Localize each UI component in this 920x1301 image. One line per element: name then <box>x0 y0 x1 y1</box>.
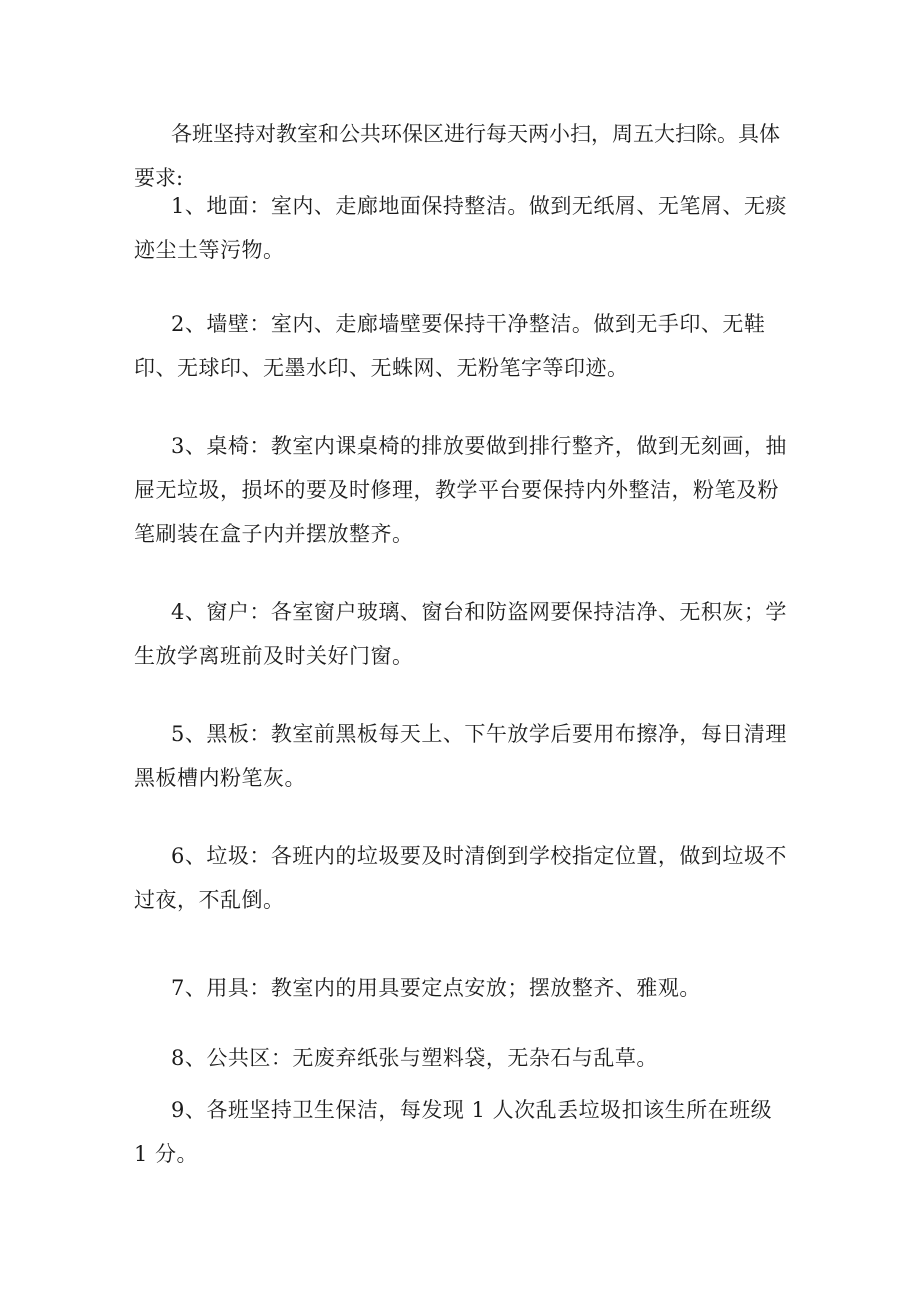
intro-paragraph: 各班坚持对教室和公共环保区进行每天两小扫，周五大扫除。具体要求: <box>134 122 780 190</box>
rule-item-1: 1、地面：室内、走廊地面保持整洁。做到无纸屑、无笔屑、无痰迹尘土等污物。 <box>134 194 787 262</box>
rule-item-9: 9、各班坚持卫生保洁，每发现 1 人次乱丢垃圾扣该生所在班级 1 分。 <box>134 1098 773 1166</box>
rule-item-3: 3、桌椅：教室内课桌椅的排放要做到排行整齐，做到无刻画，抽屉无垃圾，损坏的要及时修理，教学平台要保持内外整洁，粉笔及粉笔刷装在盒子内并摆放整齐。 <box>134 434 787 546</box>
rule-item-7: 7、用具：教室内的用具要定点安放；摆放整齐、雅观。 <box>171 976 701 1000</box>
rule-item-2: 2、墙壁：室内、走廊墙壁要保持干净整洁。做到无手印、无鞋印、无球印、无墨水印、无蛛网、无粉笔字等印迹。 <box>134 312 766 380</box>
rule-item-5: 5、黑板：教室前黑板每天上、下午放学后要用布擦净，每日清理黑板槽内粉笔灰。 <box>134 722 787 790</box>
rule-item-8: 8、公共区：无废弃纸张与塑料袋，无杂石与乱草。 <box>171 1046 658 1070</box>
rule-item-6: 6、垃圾：各班内的垃圾要及时清倒到学校指定位置，做到垃圾不过夜，不乱倒。 <box>134 844 787 912</box>
rule-item-4: 4、窗户：各室窗户玻璃、窗台和防盗网要保持洁净、无积灰；学生放学离班前及时关好门窗。 <box>134 600 787 668</box>
